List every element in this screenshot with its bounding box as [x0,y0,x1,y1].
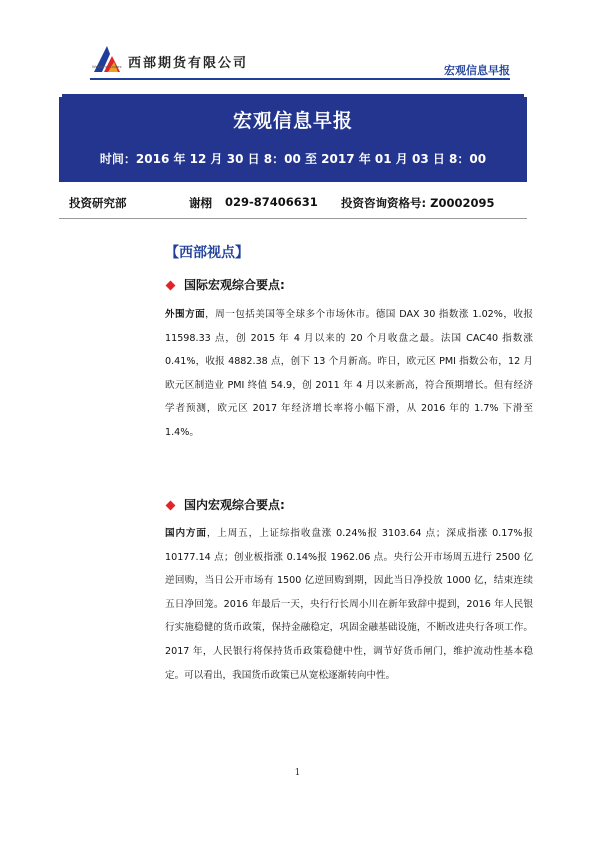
page-number: 1 [294,768,301,778]
international-paragraph [165,303,533,445]
analyst-name: 谢栩 [189,196,212,210]
diamond-bullet-icon [166,280,176,290]
domestic-heading-text: 国内宏观综合要点: [184,498,285,512]
international-heading-text: 国际宏观综合要点: [184,278,285,292]
domestic-heading [165,496,285,513]
company-name: 西部期货有限公司 [128,56,249,71]
time-range: 时间：2016 年 12 月 30 日 8：00 至 2017 年 01 月 03 日 8：00 [99,152,487,166]
domestic-paragraph [165,522,533,687]
international-lead: 外围方面 [165,309,206,320]
international-heading [165,276,285,293]
title-banner [59,94,527,182]
logo-subtext: Western Futures [92,64,122,69]
section-title: 【西部视点】 [165,245,249,261]
report-title: 宏观信息早报 [232,110,353,132]
header-divider [90,78,510,80]
department: 投资研究部 [69,196,127,210]
domestic-text: ，上周五，上证综指收盘涨 0.24%报 3103.64 点；深成指涨 0.17%报 10177.14 点；创业板指涨 0.14%报 1962.06 点。央行公开市场周五进行 2500 亿逆回购，当日公开市场有 1500 亿逆回购到期，因此当日净投放 1000 亿，结束连续五日净回笼。2016 年最后一天，央行行长周小川在新年致辞中提到，2016 年人民银行实施稳健的货币政策，保持金融稳定，巩固金融基础设施，不断改进央行各项工作。2017 年，人民银行将保持货币政策稳健中性，调节好货币闸门，维护流动性基本稳定。可以看出，我国货币政策已从宽松逐渐转向中性。 [165,528,533,681]
diamond-bullet-icon [166,500,176,510]
domestic-lead: 国内方面 [165,528,207,539]
company-logo-icon [90,42,124,76]
analyst-phone: 029-87406631 [225,195,318,209]
international-text: ，周一包括美国等全球多个市场休市。德国 DAX 30 指数涨 1.02%，收报 11598.33 点，创 2015 年 4 月以来的 20 个月收盘之最。法国 CAC40 指数涨 0.41%，收报 4882.38 点，创下 13 个月新高。昨日，欧元区 PMI 指数公布，12 月欧元区制造业 PMI 终值 54.9，创 2011 年 4 月以来新高，符合预期增长。但有经济学者预测，欧元区 2017 年经济增长率将小幅下滑，从 2016 年的 1.7% 下滑至 1.4%。 [165,309,533,438]
author-divider [59,218,527,219]
report-tag: 宏观信息早报 [444,64,510,77]
page-header [90,40,510,78]
banner-corner [59,94,62,97]
license-number: 投资咨询资格号: Z0002095 [341,196,495,210]
banner-corner [524,94,527,97]
